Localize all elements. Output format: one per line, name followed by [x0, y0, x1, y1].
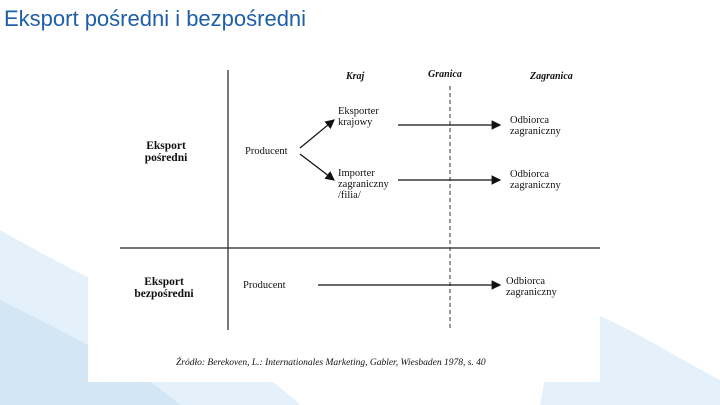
exporter-line1: Eksporter — [338, 106, 379, 117]
importer-line1: Importer — [338, 168, 375, 179]
header-border: Granica — [428, 69, 462, 80]
source-note: Źródło: Berekoven, L.: Internationales Marketing, Gabler, Wiesbaden 1978, s. 40 — [176, 358, 486, 368]
direct-foreign-recipient — [506, 276, 557, 298]
foreign-importer — [338, 168, 389, 201]
exporter-line2: krajowy — [338, 117, 373, 128]
arrow-producer-importer — [300, 154, 334, 180]
indirect-export-label — [134, 140, 198, 164]
direct-label-line1: Eksport — [144, 276, 184, 288]
direct-export-label — [122, 276, 206, 300]
foreign-recipient-2 — [510, 169, 561, 191]
direct-recipient-line2: zagraniczny — [506, 287, 557, 298]
indirect-label-line2: pośredni — [144, 152, 188, 164]
recipient2-line1: Odbiorca — [510, 169, 550, 180]
export-diagram — [88, 58, 600, 382]
recipient1-line1: Odbiorca — [510, 115, 550, 126]
importer-line3: /filia/ — [338, 190, 361, 201]
indirect-producer: Producent — [245, 146, 288, 157]
importer-line2: zagraniczny — [338, 179, 389, 190]
recipient2-line2: zagraniczny — [510, 180, 561, 191]
slide-title: Eksport pośredni i bezpośredni — [4, 6, 307, 31]
direct-recipient-line1: Odbiorca — [506, 276, 546, 287]
recipient1-line2: zagraniczny — [510, 126, 561, 137]
header-abroad: Zagranica — [530, 71, 573, 82]
direct-label-line2: bezpośredni — [134, 288, 194, 300]
arrow-producer-exporter — [300, 120, 334, 148]
direct-producer: Producent — [243, 280, 286, 291]
domestic-exporter — [338, 106, 379, 128]
header-home: Kraj — [346, 71, 365, 82]
indirect-label-line1: Eksport — [146, 140, 186, 152]
foreign-recipient-1 — [510, 115, 561, 137]
